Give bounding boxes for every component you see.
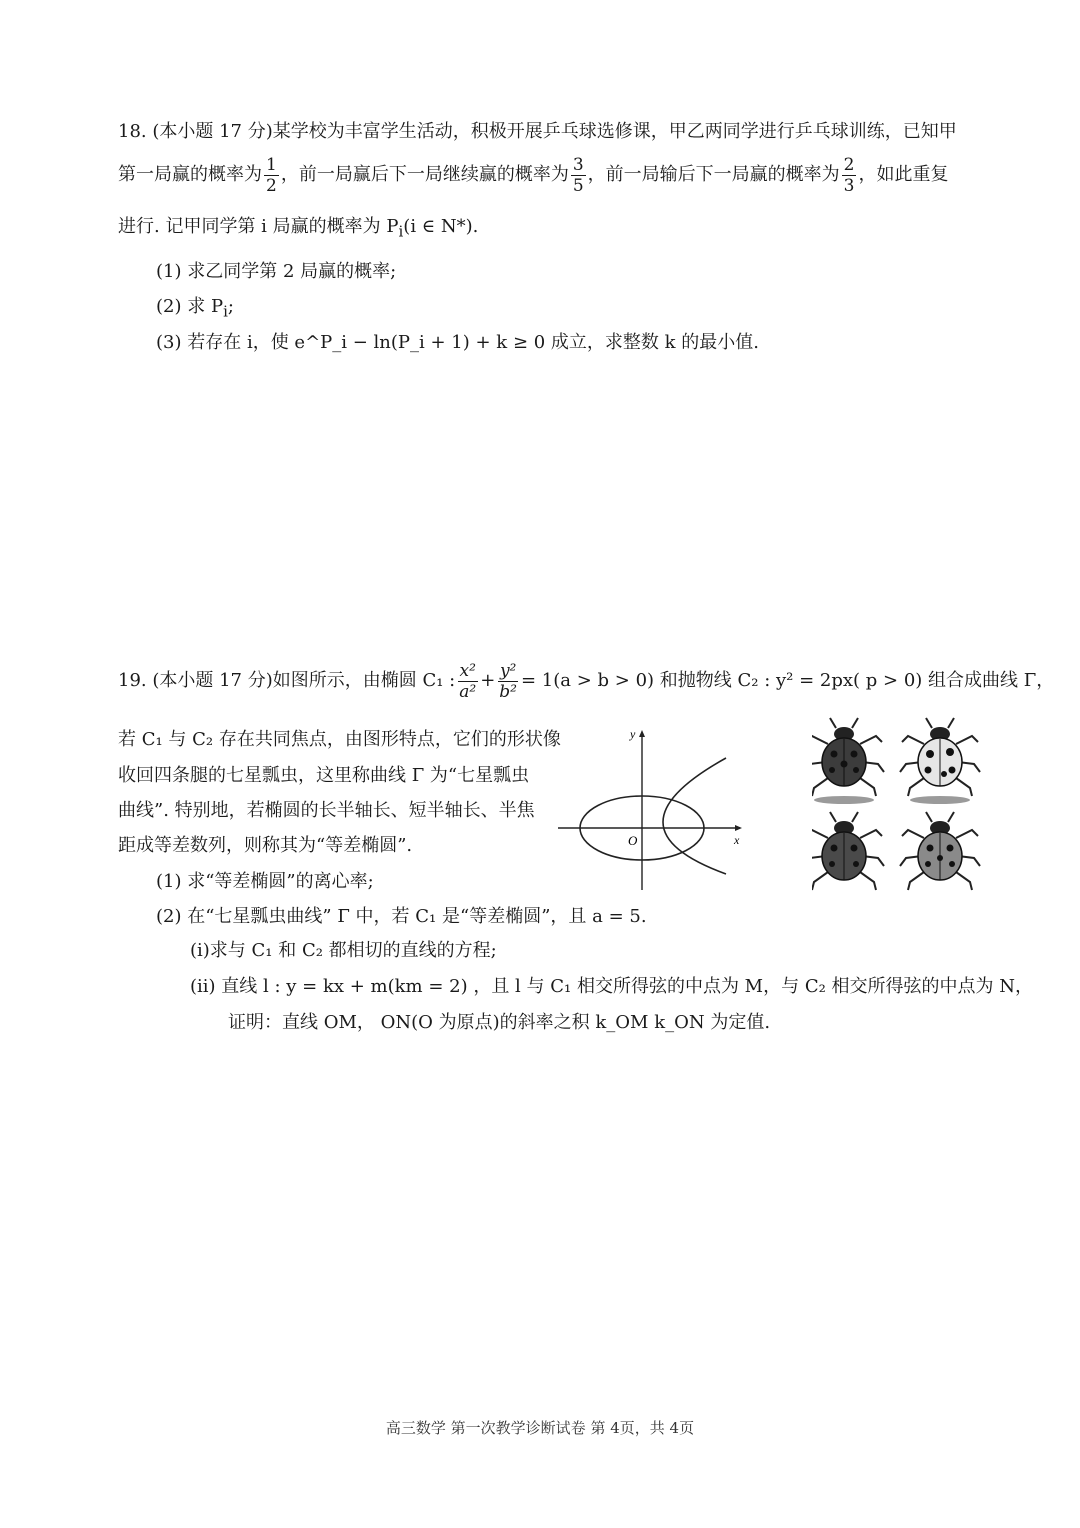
- shadow-right: [910, 796, 970, 804]
- q18-fraction-1-numerator: 1: [266, 154, 277, 175]
- q19-line-1: [118, 655, 1054, 707]
- q18-fraction-1-denominator: 2: [266, 175, 277, 196]
- q19-subquestion-2-ii-continued: 证明：直线 OM， ON(O 为原点)的斜率之积 k_OM k_ON 为定值.: [228, 1012, 771, 1033]
- q18-fraction-2-numerator: 3: [572, 154, 584, 175]
- q19-subquestion-2: (2) 在“七星瓢虫曲线” Γ 中，若 C₁ 是“等差椭圆”，且 a = 5.: [156, 906, 647, 927]
- q18-fraction-1: [264, 155, 279, 196]
- q18-line-1: 18. (本小题 17 分)某学校为丰富学生活动，积极开展乒乓球选修课，甲乙两同学进行乒乓球训练，已知甲: [118, 121, 957, 142]
- q18-fraction-3: [842, 155, 857, 196]
- q19-fraction-y-numerator: y²: [499, 660, 517, 681]
- q18-subquestion-2: [156, 294, 234, 325]
- shadow-left: [814, 796, 874, 804]
- origin-label: O: [628, 833, 638, 848]
- q19-plus-sign: +: [480, 670, 496, 691]
- q18-line-2: [118, 150, 948, 200]
- q19-fraction-y-denominator: b²: [499, 681, 517, 702]
- q19-fraction-y: [497, 661, 519, 702]
- q19-subquestion-1: (1) 求“等差椭圆”的离心率;: [156, 871, 374, 892]
- q19-fraction-x-numerator: x²: [459, 660, 476, 681]
- q19-fraction-x: [457, 661, 478, 702]
- q19-subquestion-2-ii: (ii) 直线 l : y = kx + m(km = 2) ，且 l 与 C₁ 相交所得弦的中点为 M，与 C₂ 相交所得弦的中点为 N，: [190, 976, 1034, 997]
- q18-line-2-text-c: ，前一局输后下一局赢的概率为: [587, 164, 840, 185]
- q18-fraction-3-numerator: 2: [843, 154, 855, 175]
- q19-paragraph-line-1: 若 C₁ 与 C₂ 存在共同焦点，由图形特点，它们的形状像: [118, 729, 561, 750]
- ladybug-dark-top-left-icon: [812, 718, 884, 796]
- q18-line-2-text-d: ，如此重复: [858, 164, 949, 185]
- q18-subquestion-2-subscript: i: [223, 302, 228, 321]
- q18-line-3: [118, 214, 478, 245]
- q18-subquestion-2-tail: ;: [227, 296, 234, 317]
- q19-subquestion-2-i: (i)求与 C₁ 和 C₂ 都相切的直线的方程;: [190, 940, 497, 961]
- x-axis-label: x: [734, 833, 740, 847]
- ladybug-light-top-right-icon: [900, 718, 980, 796]
- q18-fraction-2: [571, 155, 586, 196]
- q18-fraction-3-denominator: 3: [843, 175, 855, 196]
- q19-fraction-x-denominator: a²: [459, 681, 477, 702]
- y-axis-label: y: [630, 727, 636, 741]
- q19-line-1-text-a: 19. (本小题 17 分)如图所示，由椭圆 C₁ :: [118, 670, 456, 691]
- q18-line-3-tail: (i ∈ N*).: [403, 216, 479, 237]
- q19-line-1-text-b: = 1(a > b > 0) 和抛物线 C₂ : y² = 2px( p > 0) 组合成曲线 Γ，: [521, 670, 1055, 691]
- q19-paragraph-line-4: 距成等差数列，则称其为“等差椭圆”.: [118, 835, 413, 856]
- q18-subquestion-3: (3) 若存在 i，使 e^P_i − ln(P_i + 1) + k ≥ 0 成立，求整数 k 的最小值.: [156, 332, 759, 353]
- x-axis-arrow: [735, 825, 742, 831]
- q19-paragraph-line-3: 曲线”. 特别地，若椭圆的长半轴长、短半轴长、半焦: [118, 800, 535, 821]
- ellipse-parabola-graph: [556, 724, 756, 892]
- q18-line-3-text: 进行. 记甲同学第 i 局赢的概率为 P: [118, 216, 399, 237]
- ladybug-dark-bottom-left-icon: [812, 812, 884, 890]
- page-footer: 高三数学 第一次教学诊断试卷 第 4页，共 4页: [385, 1419, 695, 1437]
- q18-subquestion-1: (1) 求乙同学第 2 局赢的概率;: [156, 261, 397, 282]
- q18-line-2-text-a: 第一局赢的概率为: [118, 164, 262, 185]
- q18-line-2-text-b: ，前一局赢后下一局继续赢的概率为: [280, 164, 569, 185]
- q18-subquestion-2-text: (2) 求 P: [156, 296, 224, 317]
- y-axis-arrow: [639, 730, 645, 737]
- q19-paragraph-line-2: 收回四条腿的七星瓢虫，这里称曲线 Γ 为“七星瓢虫: [118, 765, 530, 786]
- ladybug-gray-bottom-right-icon: [900, 812, 980, 890]
- q18-fraction-2-denominator: 5: [572, 175, 584, 196]
- q18-line-3-subscript: i: [398, 222, 404, 241]
- ladybug-illustrations: [812, 714, 992, 892]
